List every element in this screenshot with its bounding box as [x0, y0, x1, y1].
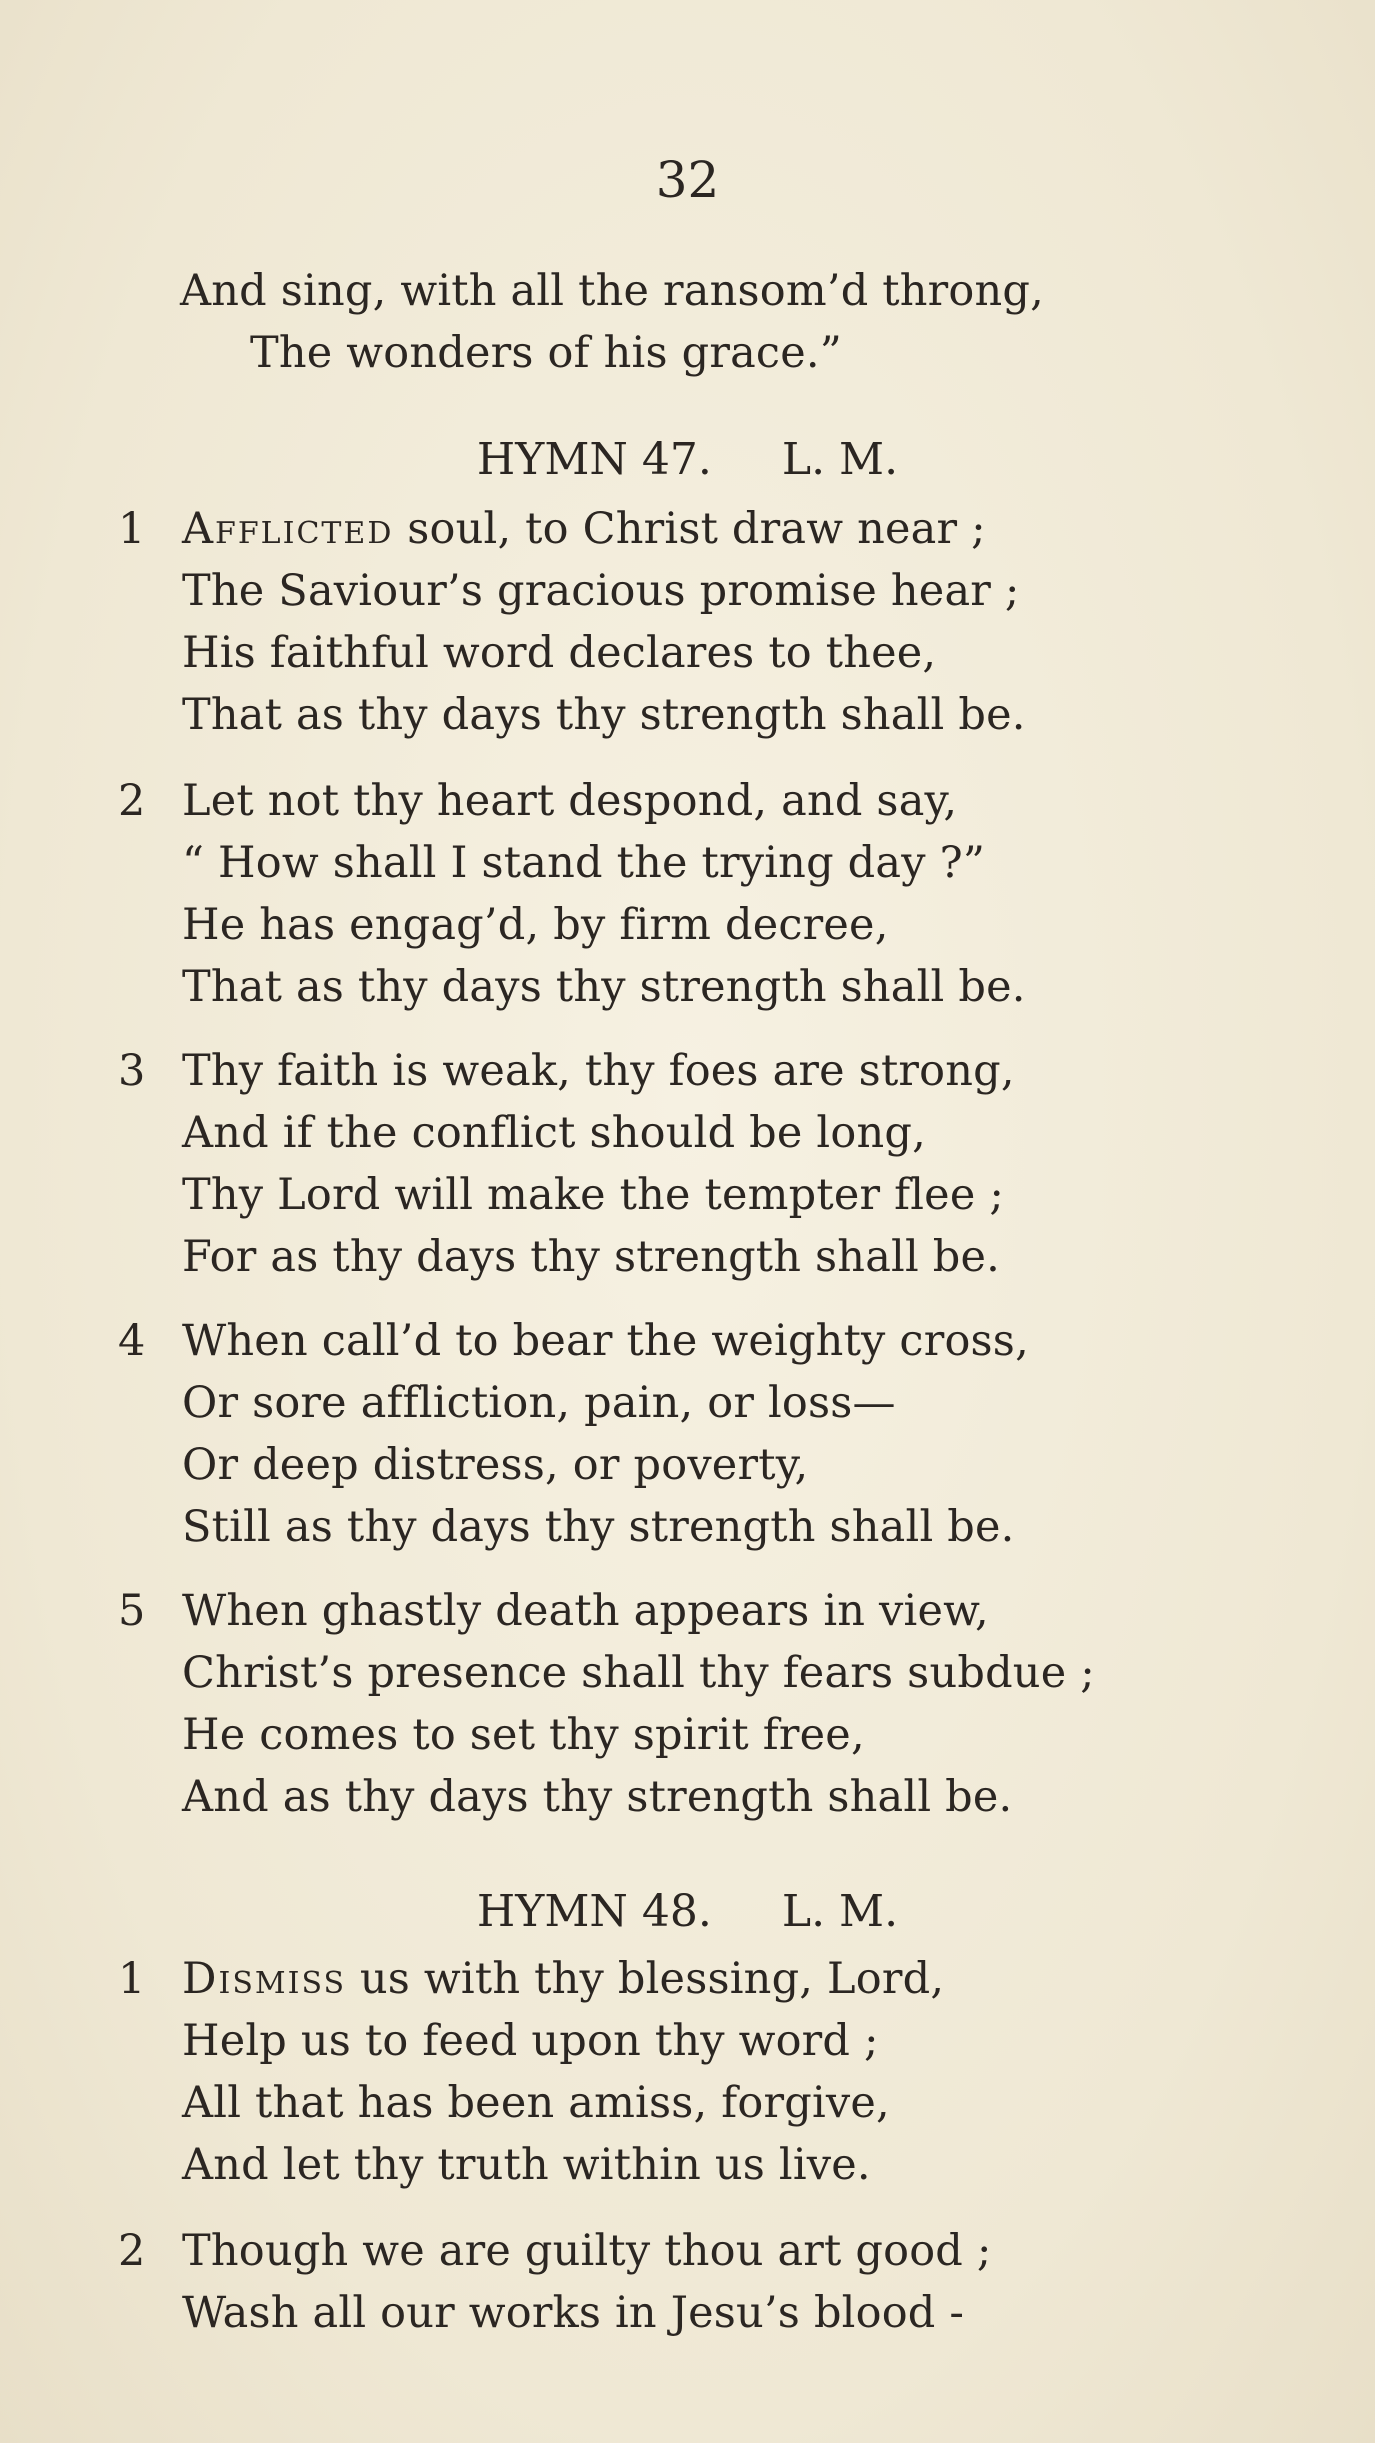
verse-line: Let not thy heart despond, and say, [182, 776, 958, 826]
verse-line: That as thy days thy strength shall be. [182, 962, 1026, 1012]
hymn-meter: L. M. [781, 1886, 899, 1937]
verse-line: And as thy days thy strength shall be. [182, 1772, 1013, 1822]
hymn-number: HYMN 47. [476, 434, 712, 485]
verse-number: 4 [118, 1316, 146, 1366]
verse-line: His faithful word declares to thee, [182, 628, 937, 678]
verse-line: And let thy truth within us live. [182, 2140, 871, 2190]
verse-line: Wash all our works in Jesu’s blood - [182, 2288, 965, 2338]
verse-opening-word: Afflicted [182, 504, 394, 554]
verse-line: All that has been amiss, forgive, [182, 2078, 890, 2128]
verse-line: Help us to feed upon thy word ; [182, 2016, 879, 2066]
verse-number: 2 [118, 2226, 146, 2276]
verse-number: 3 [118, 1046, 146, 1096]
verse-line: He comes to set thy spirit free, [182, 1710, 865, 1760]
continuation-line: And sing, with all the ransom’d throng, [180, 266, 1044, 316]
verse-number: 2 [118, 776, 146, 826]
verse-line: “ How shall I stand the trying day ?” [182, 838, 986, 888]
verse-line: Still as thy days thy strength shall be. [182, 1502, 1015, 1552]
verse-opening-word: Dismiss [182, 1954, 347, 2004]
hymn-number: HYMN 48. [476, 1886, 712, 1937]
verse-line: And if the conflict should be long, [182, 1108, 926, 1158]
verse-line: Or sore affliction, pain, or loss— [182, 1378, 896, 1428]
verse-opening-rest: us with thy blessing, Lord, [346, 1954, 945, 2004]
verse-number: 1 [118, 504, 146, 554]
verse-opening-rest: soul, to Christ draw near ; [393, 504, 986, 554]
verse-line: When call’d to bear the weighty cross, [182, 1316, 1029, 1366]
verse-first-line [182, 503, 986, 555]
continuation-line: The wonders of his grace.” [250, 328, 842, 378]
page-number: 32 [655, 151, 720, 209]
verse-line: Or deep distress, or poverty, [182, 1440, 809, 1490]
verse-line: Christ’s presence shall thy fears subdue ; [182, 1648, 1095, 1698]
verse-line: For as thy days thy strength shall be. [182, 1232, 1001, 1282]
verse-line: Though we are guilty thou art good ; [182, 2226, 992, 2276]
verse-line: The Saviour’s gracious promise hear ; [182, 566, 1020, 616]
verse-number: 1 [118, 1954, 146, 2004]
hymn-heading [0, 1885, 1375, 1939]
verse-line: He has engag’d, by firm decree, [182, 900, 889, 950]
hymn-heading [0, 433, 1375, 487]
verse-line: Thy Lord will make the tempter flee ; [182, 1170, 1005, 1220]
verse-number: 5 [118, 1586, 146, 1636]
verse-line: Thy faith is weak, thy foes are strong, [182, 1046, 1015, 1096]
verse-line: That as thy days thy strength shall be. [182, 690, 1026, 740]
verse-first-line [182, 1953, 944, 2005]
hymn-meter: L. M. [781, 434, 899, 485]
verse-line: When ghastly death appears in view, [182, 1586, 989, 1636]
